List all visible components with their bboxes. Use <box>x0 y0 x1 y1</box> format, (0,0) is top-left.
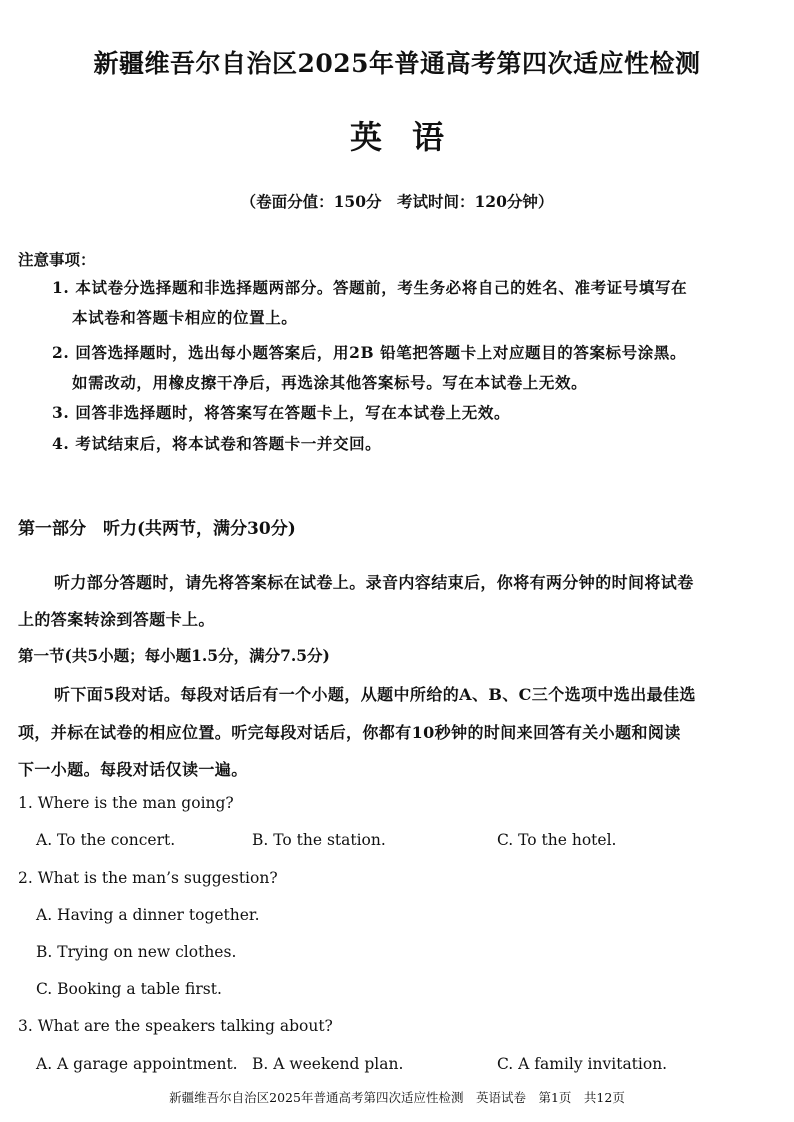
question-1-stem: 1. Where is the man going? <box>18 794 234 812</box>
subject-title: 英语 <box>349 118 474 156</box>
exam-title: 新疆维吾尔自治区2025年普通高考第四次适应性检测 <box>93 49 701 78</box>
notes-heading: 注意事项： <box>18 250 96 269</box>
question-3-option-c: C. A family invitation. <box>497 1055 668 1073</box>
note-1-line2: 本试卷和答题卡相应的位置上。 <box>72 308 298 327</box>
part1-heading: 第一部分 听力(共两节，满分30分) <box>18 519 296 539</box>
note-2-line2: 如需改动，用橡皮擦干净后，再选涂其他答案标号。写在本试卷上无效。 <box>72 373 588 392</box>
question-1-option-b: B. To the station. <box>252 831 386 849</box>
question-2-stem: 2. What is the man’s suggestion? <box>18 869 278 887</box>
section1-instr-line2: 项，并标在试卷的相应位置。听完每段对话后，你都有10秒钟的时间来回答有关小题和阅读 <box>18 723 681 742</box>
note-3: 3. 回答非选择题时，将答案写在答题卡上，写在本试卷上无效。 <box>52 403 511 422</box>
question-2-option-a: A. Having a dinner together. <box>36 906 260 924</box>
question-3-option-b: B. A weekend plan. <box>252 1055 404 1073</box>
question-1-option-c: C. To the hotel. <box>497 831 617 849</box>
note-4: 4. 考试结束后，将本试卷和答题卡一并交回。 <box>52 434 382 453</box>
section1-instr-line1: 听下面5段对话。每段对话后有一个小题，从题中所给的A、B、C三个选项中选出最佳选 <box>54 685 696 704</box>
section1-heading: 第一节(共5小题；每小题1.5分，满分7.5分) <box>18 646 330 665</box>
exam-info: （卷面分值：150分 考试时间：120分钟） <box>240 192 554 211</box>
question-3-stem: 3. What are the speakers talking about? <box>18 1017 333 1035</box>
question-3-option-a: A. A garage appointment. <box>36 1055 238 1073</box>
question-2-option-c: C. Booking a table first. <box>36 980 222 998</box>
question-2-option-b: B. Trying on new clothes. <box>36 943 237 961</box>
note-2-line1: 2. 回答选择题时，选出每小题答案后，用2B 铅笔把答题卡上对应题目的答案标号涂黑。 <box>52 343 687 362</box>
section1-instr-line3: 下一小题。每段对话仅读一遍。 <box>18 760 248 779</box>
page-footer: 新疆维吾尔自治区2025年普通高考第四次适应性检测 英语试卷 第1页 共12页 <box>169 1090 625 1105</box>
question-1-option-a: A. To the concert. <box>36 831 176 849</box>
part1-intro-line2: 上的答案转涂到答题卡上。 <box>18 610 215 629</box>
note-1-line1: 1. 本试卷分选择题和非选择题两部分。答题前，考生务必将自己的姓名、准考证号填写在 <box>52 278 688 297</box>
part1-intro-line1: 听力部分答题时，请先将答案标在试卷上。录音内容结束后，你将有两分钟的时间将试卷 <box>54 573 694 592</box>
